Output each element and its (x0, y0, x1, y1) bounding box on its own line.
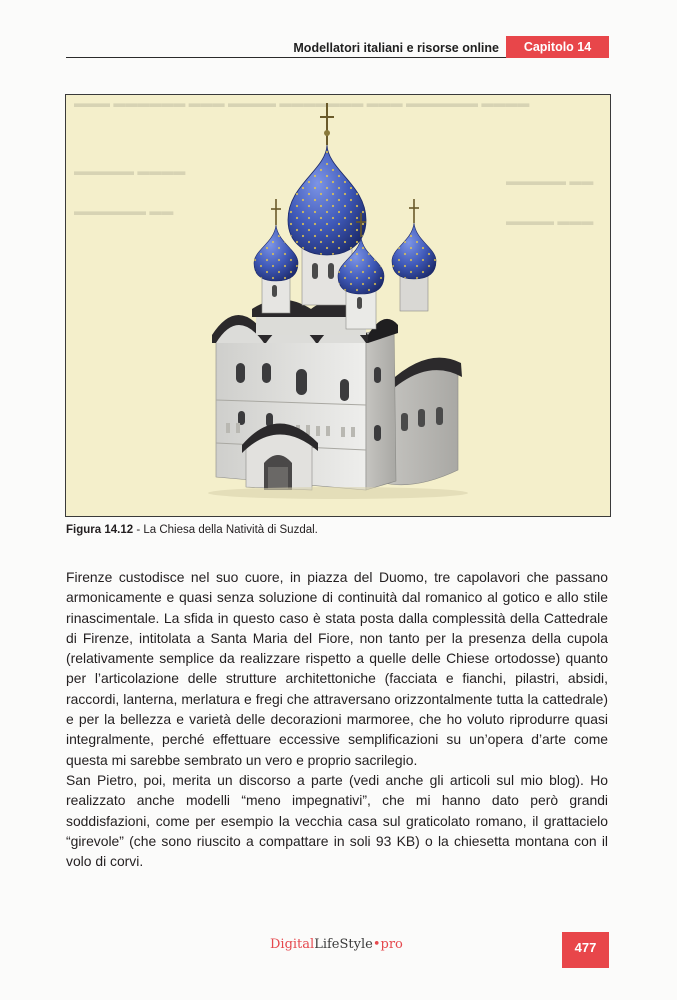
brand-part: LifeStyle (314, 937, 373, 952)
brand-part: Digital (270, 937, 315, 952)
svg-text:▬▬▬▬▬ ▬▬: ▬▬▬▬▬ ▬▬ (506, 174, 594, 188)
figure-image (65, 94, 611, 517)
running-title: Modellatori italiani e risorse online (293, 41, 499, 55)
paragraph: San Pietro, poi, merita un discorso a parte (vedi anche gli articoli sul mio blog). Ho realizzato anche modelli “meno impegnativi”, che mi hanno dato però grandi soddisfazioni, come per esempio la vecchia casa sul graticolato romano, il grattacielo “girevole” (che sono riuscito a compattare in soli 93 KB) o la chiesetta montana con il volo di corvi. (66, 771, 608, 870)
header-rule (66, 57, 506, 58)
page-number: 477 (562, 932, 609, 968)
brand-part: • (372, 937, 381, 952)
paragraph: Firenze custodisce nel suo cuore, in piazza del Duomo, tre capolavori che passano armonicamente e quasi senza soluzione di continuità dal romanico al gotico e allo stile rinascimentale. La sfida in questo caso è stata posta dalla complessità della Cattedrale di Firenze, intitolata a Santa Maria del Fiore, non tanto per la presenza della cupola (relativamente semplice da realizzare rispetto a quelle delle Chiese ortodosse) quanto per l’articolazione delle strutture architettoniche (facciata e fianchi, pilastri, absidi, raccordi, lanterna, merlatura e fregi che attraversano orizzontalmente tutta la cattedrale) e per la bellezza e varietà delle decorazioni marmoree, che ho voluto riprodurre quasi integralmente, perché effettuare eccessive semplificazioni su un’opera d’arte come questa mi sarebbe sembrato un vero e proprio sacrilegio. (66, 569, 608, 768)
chapter-tab: Capitolo 14 (506, 36, 609, 58)
brand-part: pro (380, 937, 403, 952)
svg-text:▬▬▬▬ ▬▬▬: ▬▬▬▬ ▬▬▬ (506, 214, 594, 228)
church-illustration (66, 95, 610, 516)
figure-caption (66, 524, 318, 536)
svg-text:▬▬▬▬▬ ▬▬▬▬: ▬▬▬▬▬ ▬▬▬▬ (74, 164, 186, 178)
svg-text:▬▬▬ ▬▬▬▬▬▬ ▬▬▬ ▬▬▬▬ ▬▬▬▬▬▬▬ ▬▬: ▬▬▬ ▬▬▬▬▬▬ ▬▬▬ ▬▬▬▬ ▬▬▬▬▬▬▬ ▬▬▬ ▬▬▬▬▬▬ ▬▬▬▬ (74, 96, 530, 110)
figure-label: Figura 14.12 (66, 524, 134, 536)
svg-text:▬▬▬▬▬▬ ▬▬: ▬▬▬▬▬▬ ▬▬ (74, 204, 174, 218)
figure-caption-text: - La Chiesa della Natività di Suzdal. (133, 524, 318, 536)
publisher-logo (270, 937, 403, 952)
body-text (66, 567, 608, 871)
